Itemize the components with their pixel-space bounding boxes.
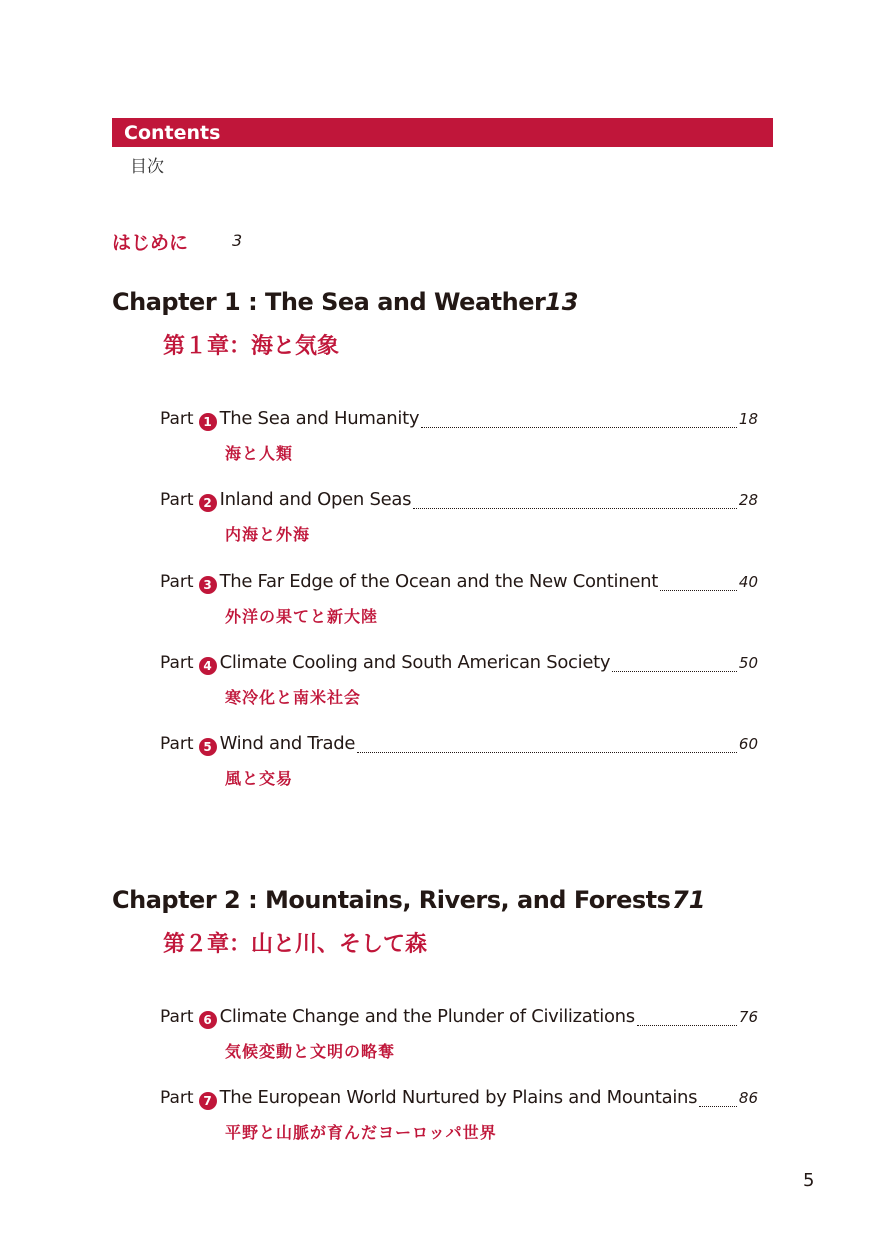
toc-part-entry[interactable] [160,733,758,757]
part-number-badge: 3 [199,576,217,594]
part-number-badge: 6 [199,1011,217,1029]
dot-leader [699,1106,737,1107]
part-title: Climate Cooling and South American Society [219,652,611,673]
part-label: Part [160,1007,194,1027]
intro-entry[interactable]: はじめに [112,232,189,254]
chapter-1-japanese-title: 第１章：海と気象 [163,334,340,359]
dot-leader [413,508,737,509]
part-title: Inland and Open Seas [219,489,412,510]
part-page-number: 28 [738,491,758,509]
part-label: Part [160,734,194,754]
part-label: Part [160,490,194,510]
part-number-badge: 2 [199,494,217,512]
part-page-number: 86 [738,1089,758,1107]
chapter-2-japanese-title: 第２章：山と川、そして森 [163,932,428,957]
part-page-number: 40 [738,573,758,591]
chapter-1-page: 13 [545,288,579,316]
part-title: The European World Nurtured by Plains and Mountains [219,1087,698,1108]
part-label: Part [160,409,194,429]
toc-part-entry[interactable] [160,652,758,676]
part-number-badge: 1 [199,413,217,431]
part-label: Part [160,1088,194,1108]
part-japanese-title: 内海と外海 [225,525,311,544]
part-number-badge: 7 [199,1092,217,1110]
contents-header-bar [112,118,773,147]
page-number: 5 [803,1170,815,1191]
part-japanese-title: 風と交易 [225,769,294,788]
dot-leader [637,1025,737,1026]
dot-leader [612,671,737,672]
toc-part-entry[interactable] [160,571,758,595]
toc-part-entry[interactable] [160,489,758,513]
part-page-number: 76 [738,1008,758,1026]
chapter-2-page: 71 [672,886,706,914]
chapter-2-title[interactable]: Chapter 2 : Mountains, Rivers, and Forests [112,886,671,914]
intro-page-number: 3 [232,231,243,250]
part-japanese-title: 寒冷化と南米社会 [225,688,362,707]
part-page-number: 18 [738,410,758,428]
part-title: The Sea and Humanity [219,408,420,429]
part-title: Climate Change and the Plunder of Civilizations [219,1006,635,1027]
toc-part-entry[interactable] [160,1087,758,1111]
dot-leader [357,752,737,753]
toc-part-entry[interactable] [160,1006,758,1030]
part-number-badge: 4 [199,657,217,675]
part-label: Part [160,653,194,673]
contents-title: Contents [124,122,221,144]
part-page-number: 50 [738,654,758,672]
part-japanese-title: 気候変動と文明の略奪 [225,1042,396,1061]
dot-leader [421,427,737,428]
part-title: Wind and Trade [219,733,356,754]
part-japanese-title: 平野と山脈が育んだヨーロッパ世界 [225,1123,497,1142]
contents-subtitle: 目次 [130,157,164,177]
part-number-badge: 5 [199,738,217,756]
part-title: The Far Edge of the Ocean and the New Continent [219,571,658,592]
dot-leader [660,590,737,591]
part-label: Part [160,572,194,592]
part-japanese-title: 海と人類 [225,444,294,463]
toc-part-entry[interactable] [160,408,758,432]
chapter-1-title[interactable]: Chapter 1 : The Sea and Weather [112,288,546,316]
part-page-number: 60 [738,735,758,753]
part-japanese-title: 外洋の果てと新大陸 [225,607,379,626]
